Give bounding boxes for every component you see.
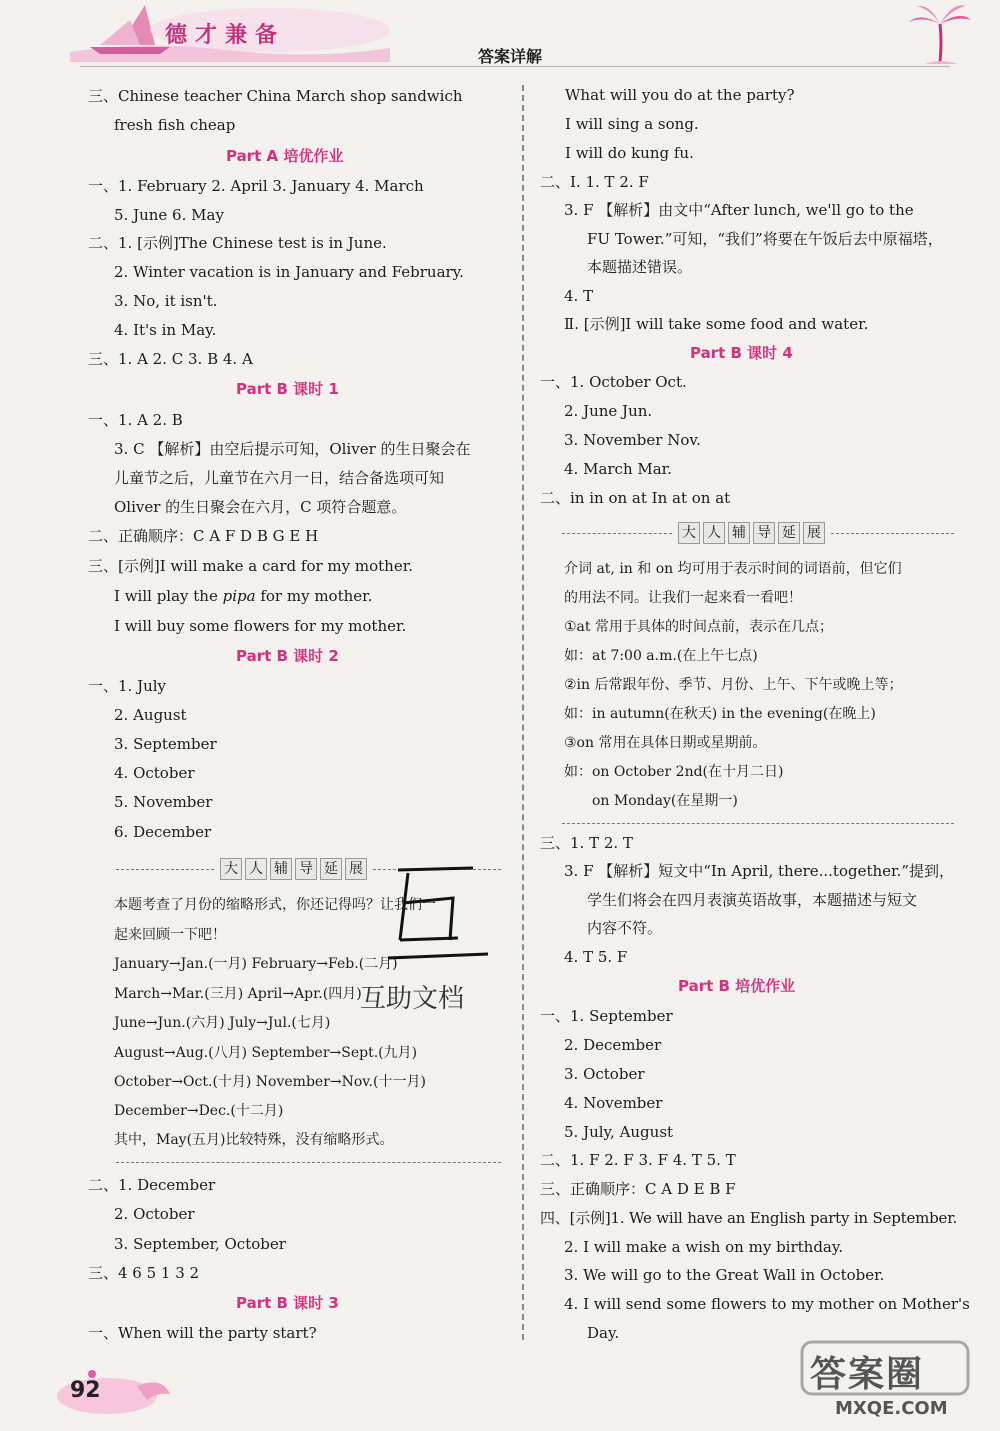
tip-char: 人 xyxy=(703,522,725,544)
answer-line: 本题考查了月份的缩略形式，你还记得吗？让我们一 xyxy=(114,897,436,913)
answer-line: 三、正确顺序：C A D E B F xyxy=(540,1180,736,1198)
answer-line: 起来回顾一下吧！ xyxy=(114,927,226,943)
answer-line: 学生们将会在四月表演英语故事，本题描述与短文 xyxy=(587,891,918,909)
section-heading: Part A 培优作业 xyxy=(226,147,344,165)
tip-char: 展 xyxy=(345,858,367,880)
tip-char: 展 xyxy=(803,522,825,544)
answer-line: 三、1. A 2. C 3. B 4. A xyxy=(88,350,253,368)
tip-dash xyxy=(831,533,954,534)
answer-line: 三、1. T 2. T xyxy=(540,834,633,852)
answer-line: 2. October xyxy=(114,1205,195,1223)
answer-line: I will buy some flowers for my mother. xyxy=(114,617,407,635)
tip-label xyxy=(678,522,825,544)
section-heading: Part B 课时 4 xyxy=(690,344,793,362)
answer-line: FU Tower.”可知，“我们”将要在午饭后去中原福塔， xyxy=(587,230,943,248)
header-divider xyxy=(80,66,950,67)
tip-bottom-line xyxy=(562,823,954,824)
answer-line: 3. September, October xyxy=(114,1235,286,1253)
answer-line: 3. No, it isn't. xyxy=(114,292,218,310)
answer-line: 4. It's in May. xyxy=(114,321,217,339)
tip-char: 延 xyxy=(778,522,800,544)
tip-label xyxy=(220,858,367,880)
answer-line: 二、1. F 2. F 3. F 4. T 5. T xyxy=(540,1151,736,1169)
answer-line: 6. December xyxy=(114,823,212,841)
answer-line: What will you do at the party? xyxy=(565,86,795,104)
answer-line: 3. F 【解析】短文中“In April, there...together.”提到， xyxy=(564,862,954,880)
tip-dash xyxy=(562,533,672,534)
answer-line: Day. xyxy=(587,1324,620,1342)
answer-line: I will sing a song. xyxy=(565,115,699,133)
answer-line: ①at 常用于具体的时间点前，表示在几点； xyxy=(564,619,833,635)
answer-line: 如：on October 2nd(在十月二日) xyxy=(564,764,784,780)
answer-line: 二、in in on at In at on at xyxy=(540,489,731,507)
answer-line: 3. September xyxy=(114,735,217,753)
answer-line: 本题描述错误。 xyxy=(587,258,693,276)
answer-line: 4. March Mar. xyxy=(564,460,672,478)
page-number: 92 xyxy=(70,1378,101,1403)
answer-line xyxy=(114,586,372,606)
answer-line: 3. C 【解析】由空后提示可知，Oliver 的生日聚会在 xyxy=(114,440,471,458)
tip-char: 人 xyxy=(245,858,267,880)
answer-line: Oliver 的生日聚会在六月，C 项符合题意。 xyxy=(114,498,407,516)
tip-dash xyxy=(116,869,214,870)
answer-line: 4. T xyxy=(564,287,594,305)
answer-line: ③on 常用在具体日期或星期前。 xyxy=(564,735,767,751)
text-run: I will play the xyxy=(114,587,223,605)
answer-line: 三、4 6 5 1 3 2 xyxy=(88,1264,200,1282)
handwritten-mark-icon xyxy=(378,858,488,968)
answer-line: 四、[示例]1. We will have an English party in September. xyxy=(540,1209,958,1227)
tip-char: 大 xyxy=(678,522,700,544)
answer-line: 介词 at, in 和 on 均可用于表示时间的词语前，但它们 xyxy=(564,561,902,577)
tip-char: 大 xyxy=(220,858,242,880)
answer-line: 4. I will send some flowers to my mother on Mother's xyxy=(564,1295,970,1313)
answer-line: 3. We will go to the Great Wall in October. xyxy=(564,1266,885,1284)
answer-line: on Monday(在星期一) xyxy=(592,793,738,809)
answer-line: June→Jun.(六月) July→Jul.(七月) xyxy=(114,1015,331,1031)
tip-char: 导 xyxy=(295,858,317,880)
answer-line: 5. June 6. May xyxy=(114,206,224,224)
answer-line: 儿童节之后，儿童节在六月一日，结合备选项可知 xyxy=(114,469,445,487)
answer-line: 2. June Jun. xyxy=(564,402,653,420)
answer-line: 一、1. September xyxy=(540,1007,673,1025)
watermark-logo-text: 答案圈 xyxy=(810,1354,925,1395)
page-header xyxy=(0,0,1000,75)
answer-line: 二、Ⅰ. 1. T 2. F xyxy=(540,173,649,191)
answer-line: 4. October xyxy=(114,764,195,782)
answer-line: 二、正确顺序：C A F D B G E H xyxy=(88,527,319,545)
answer-line: ②in 后常跟年份、季节、月份、上午、下午或晚上等； xyxy=(564,677,903,693)
answer-line: 二、1. [示例]The Chinese test is in June. xyxy=(88,234,387,252)
answer-line: 3. F 【解析】由文中“After lunch, we'll go to the xyxy=(564,201,914,219)
answer-line: Ⅱ. [示例]I will take some food and water. xyxy=(564,315,869,333)
column-divider xyxy=(522,85,524,1340)
section-heading: Part B 培优作业 xyxy=(678,977,796,995)
answer-line: 5. July, August xyxy=(564,1123,674,1141)
answer-line: 2. August xyxy=(114,706,187,724)
section-heading: Part B 课时 2 xyxy=(236,647,339,665)
tip-header xyxy=(562,522,954,544)
answer-line: 5. November xyxy=(114,793,213,811)
answer-line: December→Dec.(十二月) xyxy=(114,1103,284,1119)
answer-line: 如：in autumn(在秋天) in the evening(在晚上) xyxy=(564,706,876,722)
answer-line: 其中，May(五月)比较特殊，没有缩略形式。 xyxy=(114,1132,394,1148)
text-run-italic: pipa xyxy=(222,587,256,605)
tip-char: 辅 xyxy=(728,522,750,544)
answer-line: 二、1. December xyxy=(88,1176,216,1194)
answer-line: 内容不符。 xyxy=(587,919,663,937)
answer-line: 一、1. A 2. B xyxy=(88,411,183,429)
brand-title: 德才兼备 xyxy=(165,22,286,48)
answer-line: 一、1. October Oct. xyxy=(540,373,687,391)
answer-line: January→Jan.(一月) February→Feb.(二月) xyxy=(114,956,398,972)
answer-line: August→Aug.(八月) September→Sept.(九月) xyxy=(114,1045,418,1061)
answer-line: 一、When will the party start? xyxy=(88,1324,317,1342)
answer-line: 2. December xyxy=(564,1036,662,1054)
answer-line: 2. I will make a wish on my birthday. xyxy=(564,1238,844,1256)
tip-char: 辅 xyxy=(270,858,292,880)
answer-line: March→Mar.(三月) April→Apr.(四月) xyxy=(114,986,362,1002)
answer-line: fresh fish cheap xyxy=(114,116,236,134)
answer-line: 4. November xyxy=(564,1094,663,1112)
section-heading: Part B 课时 3 xyxy=(236,1294,339,1312)
text-run: for my mother. xyxy=(255,587,373,605)
answer-line: 一、1. July xyxy=(88,677,167,695)
watermark-text: 互助文档 xyxy=(360,984,465,1014)
tip-bottom-line xyxy=(116,1162,501,1163)
answer-line: October→Oct.(十月) November→Nov.(十一月) xyxy=(114,1074,426,1090)
palm-tree-icon xyxy=(905,2,975,66)
watermark-url: MXQE.COM xyxy=(835,1398,948,1419)
answer-line: 2. Winter vacation is in January and February. xyxy=(114,263,464,281)
page-title: 答案详解 xyxy=(478,47,543,66)
answer-line: 4. T 5. F xyxy=(564,948,628,966)
answer-line: 一、1. February 2. April 3. January 4. March xyxy=(88,177,424,195)
answer-line: I will do kung fu. xyxy=(565,144,694,162)
tip-char: 延 xyxy=(320,858,342,880)
answer-line: 如：at 7:00 a.m.(在上午七点) xyxy=(564,648,758,664)
section-heading: Part B 课时 1 xyxy=(236,380,339,398)
answer-line: 三、Chinese teacher China March shop sandwich xyxy=(88,87,463,105)
answer-line: 的用法不同。让我们一起来看一看吧！ xyxy=(564,590,802,606)
tip-char: 导 xyxy=(753,522,775,544)
answer-line: 3. November Nov. xyxy=(564,431,701,449)
answer-line: 3. October xyxy=(564,1065,645,1083)
answer-line: 三、[示例]I will make a card for my mother. xyxy=(88,557,413,575)
